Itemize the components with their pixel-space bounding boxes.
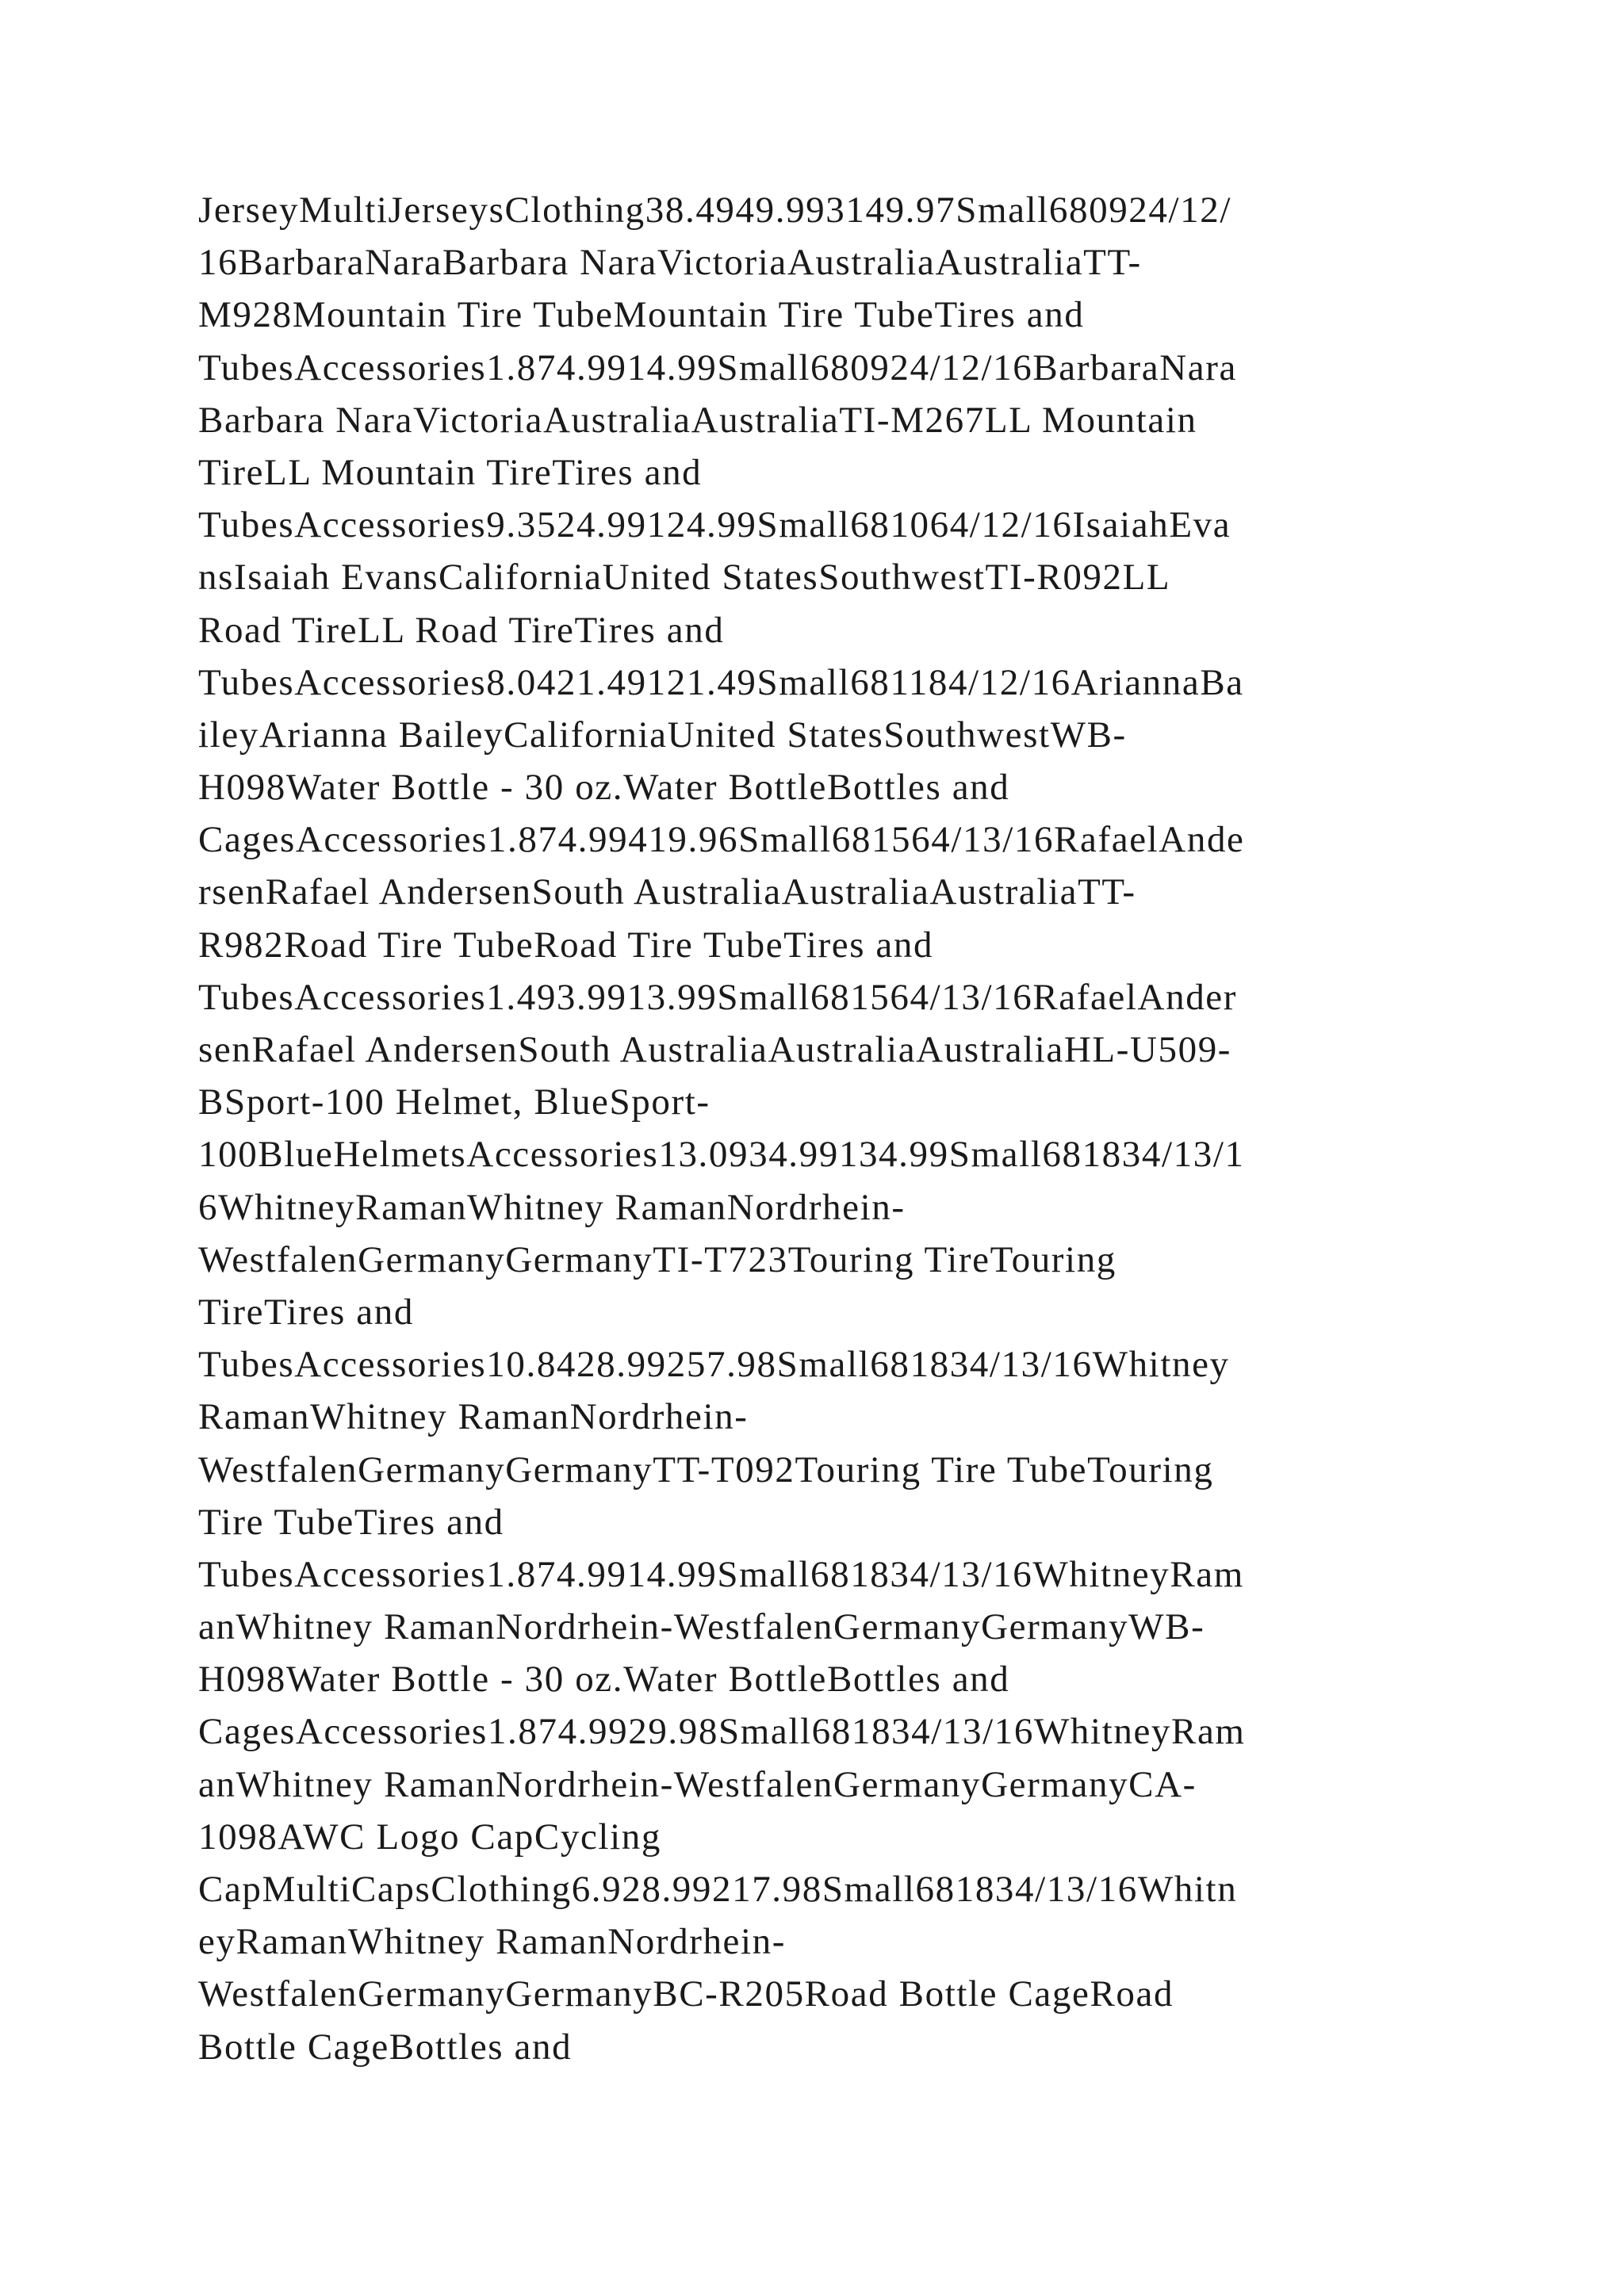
text-line: TireLL Mountain TireTires and [198,451,703,493]
text-line: JerseyMultiJerseysClothing38.4949.993149.97Small680924/12/ [198,189,1232,231]
text-line: BSport-100 Helmet, BlueSport- [198,1081,710,1123]
text-line: Tire TubeTires and [198,1501,504,1543]
text-line: Barbara NaraVictoriaAustraliaAustraliaTI-M267LL Mountain [198,399,1197,441]
text-line: Bottle CageBottles and [198,2026,573,2068]
text-line: WestfalenGermanyGermanyTI-T723Touring TireTouring [198,1238,1116,1280]
text-line: eyRamanWhitney RamanNordrhein- [198,1921,787,1963]
text-line: TubesAccessories1.493.9913.99Small681564/13/16RafaelAnder [198,976,1238,1018]
text-line: anWhitney RamanNordrhein-WestfalenGermanyGermanyCA- [198,1763,1197,1805]
text-line: ileyArianna BaileyCaliforniaUnited StatesSouthwestWB- [198,714,1127,756]
document-text-block [198,184,1435,2073]
text-line: WestfalenGermanyGermanyBC-R205Road Bottle CageRoad [198,1973,1174,2015]
text-line: TubesAccessories9.3524.99124.99Small681064/12/16IsaiahEva [198,504,1231,546]
text-line: TubesAccessories1.874.9914.99Small680924/12/16BarbaraNara [198,346,1237,388]
text-line: TubesAccessories1.874.9914.99Small681834/13/16WhitneyRam [198,1553,1244,1595]
text-line: CagesAccessories1.874.9929.98Small681834/13/16WhitneyRam [198,1711,1246,1753]
text-line: anWhitney RamanNordrhein-WestfalenGermanyGermanyWB- [198,1606,1205,1648]
text-line: H098Water Bottle - 30 oz.Water BottleBottles and [198,1659,1010,1701]
text-line: TubesAccessories8.0421.49121.49Small681184/12/16AriannaBa [198,661,1244,703]
text-line: H098Water Bottle - 30 oz.Water BottleBottles and [198,767,1010,809]
text-line: 1098AWC Logo CapCycling [198,1816,661,1858]
text-line: CagesAccessories1.874.99419.96Small681564/13/16RafaelAnde [198,819,1245,861]
text-line: 6WhitneyRamanWhitney RamanNordrhein- [198,1186,906,1228]
text-line: 16BarbaraNaraBarbara NaraVictoriaAustraliaAustraliaTT- [198,242,1142,284]
text-line: WestfalenGermanyGermanyTT-T092Touring Tire TubeTouring [198,1448,1214,1490]
text-line: TubesAccessories10.8428.99257.98Small681834/13/16Whitney [198,1344,1230,1386]
text-line: Road TireLL Road TireTires and [198,609,725,651]
text-line: 100BlueHelmetsAccessories13.0934.99134.99Small681834/13/1 [198,1134,1245,1176]
text-line: M928Mountain Tire TubeMountain Tire TubeTires and [198,294,1085,336]
text-line: nsIsaiah EvansCaliforniaUnited StatesSouthwestTI-R092LL [198,557,1171,599]
text-line: senRafael AndersenSouth AustraliaAustraliaAustraliaHL-U509- [198,1029,1232,1070]
text-line: R982Road Tire TubeRoad Tire TubeTires and [198,924,934,966]
text-line: rsenRafael AndersenSouth AustraliaAustraliaAustraliaTT- [198,871,1136,913]
text-line: TireTires and [198,1291,414,1333]
text-line: CapMultiCapsClothing6.928.99217.98Small681834/13/16Whitn [198,1869,1238,1910]
text-line: RamanWhitney RamanNordrhein- [198,1396,749,1438]
